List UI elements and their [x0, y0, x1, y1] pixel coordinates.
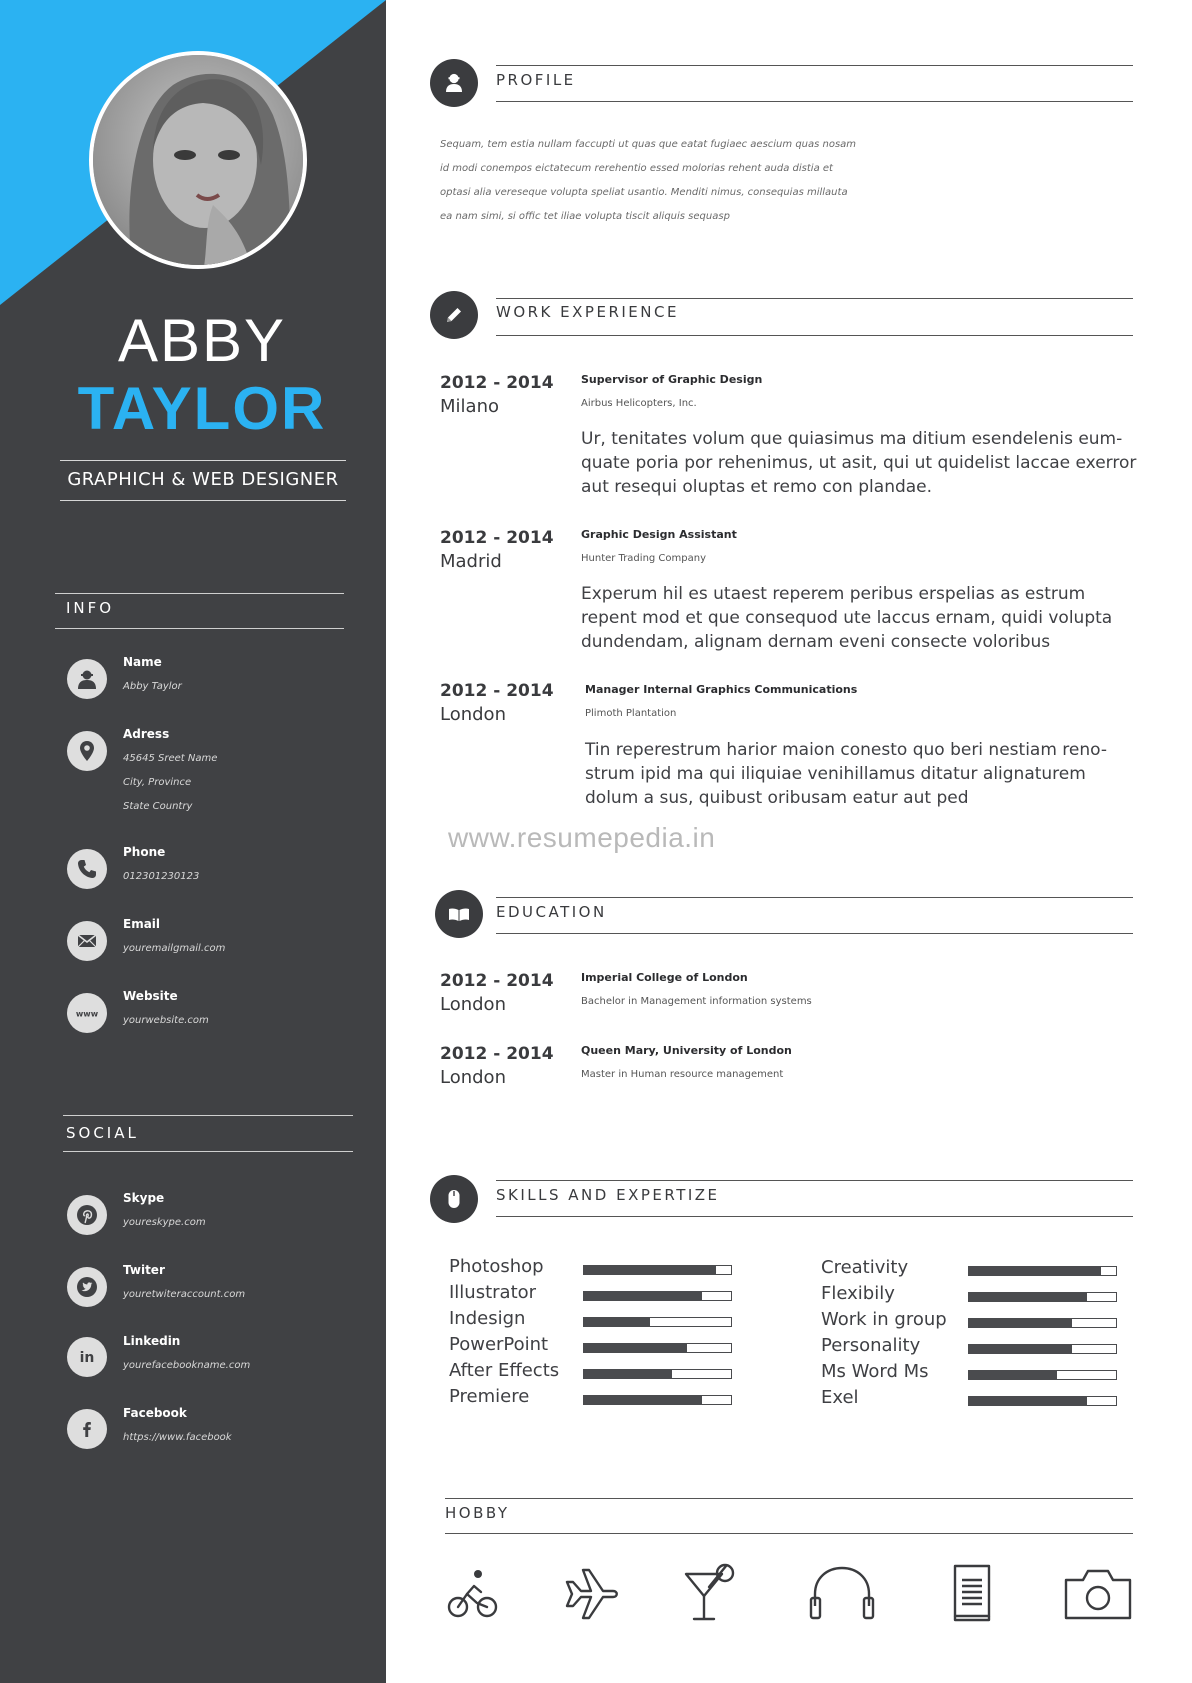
social-divider-top: [63, 1115, 353, 1116]
svg-text:www: www: [75, 1009, 99, 1019]
skill-row: [449, 1282, 732, 1308]
social-value-skype[interactable]: youreskype.com: [123, 1217, 206, 1228]
skill-name: Ms Word Ms: [821, 1361, 929, 1382]
skill-name: Personality: [821, 1335, 921, 1356]
job-description-line: repent mod et que consequod ute laccus ernam, quidi volupta: [581, 608, 1113, 628]
job-city: Madrid: [440, 551, 502, 572]
job-description-line: aut resequi oluptas et remo con plandae.: [581, 477, 933, 497]
job-description: [585, 738, 1145, 810]
job-years: 2012 - 2014: [440, 528, 554, 548]
info-value-website: yourwebsite.com: [123, 1015, 209, 1026]
job-city: London: [440, 704, 506, 725]
info-value-phone: 012301230123: [123, 871, 200, 882]
education-degree: Master in Human resource management: [581, 1069, 784, 1080]
skill-level-fill: [584, 1318, 650, 1326]
pinterest-icon[interactable]: [67, 1195, 107, 1235]
title-divider-bottom: [60, 500, 346, 501]
info-divider-bottom: [55, 628, 344, 629]
job-years: 2012 - 2014: [440, 681, 554, 701]
skill-name: PowerPoint: [449, 1334, 549, 1355]
job-company: Plimoth Plantation: [585, 708, 677, 719]
skill-level-bar: [968, 1344, 1117, 1354]
skill-level-fill: [969, 1345, 1072, 1353]
info-label-website: Website: [123, 989, 178, 1003]
skill-name: Exel: [821, 1387, 859, 1408]
social-value-facebook[interactable]: https://www.facebook: [123, 1432, 232, 1443]
education-years: 2012 - 2014: [440, 971, 554, 991]
job-description-line: Experum hil es utaest reperem peribus erspelias as estrum: [581, 584, 1086, 604]
bicycle-icon: [437, 1558, 507, 1628]
skill-level-fill: [584, 1396, 702, 1404]
user-icon: [67, 659, 107, 699]
info-value-address-1: 45645 Sreet Name: [123, 753, 218, 764]
title-divider-top: [60, 460, 346, 461]
social-heading: SOCIAL: [66, 1124, 139, 1142]
profile-user-icon: [430, 59, 478, 107]
info-heading: INFO: [66, 599, 115, 617]
info-value-address-2: City, Province: [123, 777, 192, 788]
skill-row: [821, 1361, 1117, 1387]
skill-level-bar: [968, 1396, 1117, 1406]
job-description: [581, 582, 1141, 654]
profile-line: Sequam, tem estia nullam faccupti ut quas que eatat fugiaec aescium quas nosam: [440, 139, 857, 150]
skill-row: [449, 1308, 732, 1334]
info-divider-top: [55, 593, 344, 594]
info-label-phone: Phone: [123, 845, 166, 859]
skill-row: [821, 1309, 1117, 1335]
job-description-line: Tin reperestrum harior maion conesto quo beri nestiam reno-: [585, 740, 1107, 760]
email-icon: [67, 921, 107, 961]
education-heading: EDUCATION: [496, 903, 607, 921]
skill-level-fill: [969, 1293, 1087, 1301]
skill-level-fill: [969, 1371, 1057, 1379]
education-years: 2012 - 2014: [440, 1044, 554, 1064]
cocktail-icon: [674, 1558, 744, 1628]
skill-level-fill: [969, 1319, 1072, 1327]
social-label-facebook: Facebook: [123, 1406, 187, 1420]
skill-row: [449, 1360, 732, 1386]
job-description-line: Ur, tenitates volum que quiasimus ma ditium esendelenis eum-: [581, 429, 1123, 449]
skill-name: Indesign: [449, 1308, 526, 1329]
info-label-address: Adress: [123, 727, 170, 741]
facebook-icon[interactable]: [67, 1409, 107, 1449]
skill-level-bar: [583, 1291, 732, 1301]
hobby-heading: HOBBY: [445, 1504, 510, 1522]
skill-row: [449, 1334, 732, 1360]
skill-level-bar: [968, 1292, 1117, 1302]
job-description-line: dundendam, alignam dernam eveni consecte voloribus: [581, 632, 1051, 652]
job-city: Milano: [440, 396, 499, 417]
airplane-icon: [555, 1558, 625, 1628]
linkedin-icon[interactable]: [67, 1337, 107, 1377]
skill-level-bar: [583, 1395, 732, 1405]
skill-level-bar: [968, 1370, 1117, 1380]
education-divider-top: [496, 897, 1133, 898]
work-divider-top: [496, 298, 1133, 299]
profile-line: id modi conempos eictatecum rerehentio essed molorias rehent auda distia et: [440, 163, 833, 174]
location-pin-icon: [67, 731, 107, 771]
profile-heading: PROFILE: [496, 71, 576, 89]
open-book-icon: [435, 890, 483, 938]
sidebar: [0, 0, 386, 1683]
profile-line: ea nam simi, si offic tet iliae volupta tiscit aliquis sequasp: [440, 211, 730, 222]
job-role: Graphic Design Assistant: [581, 528, 737, 541]
www-icon: [67, 993, 107, 1033]
profile-divider-top: [496, 65, 1133, 66]
hobby-divider-top: [445, 1498, 1133, 1499]
mouse-icon: [430, 1175, 478, 1223]
job-description-line: quate poria por rehenimus, ut asit, qui ut quidelist laccae exerror: [581, 453, 1137, 473]
skill-row: [449, 1386, 732, 1412]
social-value-twitter[interactable]: youretwiteraccount.com: [123, 1289, 246, 1300]
info-label-name: Name: [123, 655, 162, 669]
job-company: Hunter Trading Company: [581, 553, 706, 564]
info-label-email: Email: [123, 917, 161, 931]
last-name: TAYLOR: [77, 375, 327, 442]
job-role: Supervisor of Graphic Design: [581, 373, 763, 386]
book-icon: [937, 1558, 1007, 1628]
social-divider-bottom: [63, 1151, 353, 1152]
work-heading: WORK EXPERIENCE: [496, 303, 679, 321]
pencil-icon: [430, 291, 478, 339]
skills-heading: SKILLS AND EXPERTIZE: [496, 1186, 720, 1204]
education-city: London: [440, 1067, 506, 1088]
skill-level-bar: [968, 1318, 1117, 1328]
skill-level-fill: [969, 1267, 1101, 1275]
education-degree: Bachelor in Management information systems: [581, 996, 812, 1007]
education-divider-bottom: [496, 933, 1133, 934]
job-title: GRAPHICH & WEB DESIGNER: [67, 469, 339, 490]
job-description-line: dolum a sus, quibust oribusam eatur aut ped: [585, 788, 969, 808]
first-name: ABBY: [117, 307, 287, 374]
hobby-divider-bottom: [445, 1533, 1133, 1534]
job-role: Manager Internal Graphics Communications: [585, 683, 858, 696]
skill-level-bar: [968, 1266, 1117, 1276]
job-years: 2012 - 2014: [440, 373, 554, 393]
skills-divider-top: [496, 1180, 1133, 1181]
skills-divider-bottom: [496, 1216, 1133, 1217]
social-label-linkedin: Linkedin: [123, 1334, 181, 1348]
profile-text: [440, 133, 870, 229]
skill-name: Creativity: [821, 1257, 909, 1278]
education-school: Queen Mary, University of London: [581, 1044, 792, 1057]
skill-level-bar: [583, 1265, 732, 1275]
phone-icon: [67, 849, 107, 889]
svg-text:in: in: [79, 1350, 95, 1366]
skill-level-bar: [583, 1317, 732, 1327]
info-value-email: youremailgmail.com: [123, 943, 226, 954]
skill-level-fill: [584, 1370, 672, 1378]
skill-row: [821, 1387, 1117, 1413]
skill-name: Illustrator: [449, 1282, 537, 1303]
skill-level-fill: [584, 1344, 687, 1352]
profile-line: optasi alia vereseque volupta speliat usantio. Menditi nimus, consequias millauta: [440, 187, 848, 198]
skill-row: [821, 1257, 1117, 1283]
profile-photo: [89, 51, 307, 269]
skill-level-bar: [583, 1369, 732, 1379]
camera-icon: [1063, 1558, 1133, 1628]
social-label-skype: Skype: [123, 1191, 165, 1205]
skill-name: After Effects: [449, 1360, 560, 1381]
info-value-name: Abby Taylor: [123, 681, 182, 692]
education-school: Imperial College of London: [581, 971, 748, 984]
skill-name: Flexibily: [821, 1283, 895, 1304]
skill-row: [449, 1256, 732, 1282]
job-company: Airbus Helicopters, Inc.: [581, 398, 697, 409]
headphones-icon: [807, 1558, 877, 1628]
twitter-icon[interactable]: [67, 1267, 107, 1307]
education-city: London: [440, 994, 506, 1015]
skill-name: Photoshop: [449, 1256, 544, 1277]
skill-level-fill: [969, 1397, 1087, 1405]
skill-name: Work in group: [821, 1309, 947, 1330]
skill-row: [821, 1283, 1117, 1309]
job-description-line: strum ipid ma qui iliquiae venihillamus ditatur alignaturem: [585, 764, 1086, 784]
watermark: www.resumepedia.in: [448, 822, 716, 853]
skill-level-fill: [584, 1266, 716, 1274]
job-description: [581, 427, 1141, 499]
social-label-twitter: Twiter: [123, 1263, 165, 1277]
skill-name: Premiere: [449, 1386, 530, 1407]
skill-level-fill: [584, 1292, 702, 1300]
work-divider-bottom: [496, 335, 1133, 336]
profile-divider-bottom: [496, 101, 1133, 102]
social-value-linkedin[interactable]: yourefacebookname.com: [123, 1360, 251, 1371]
skill-row: [821, 1335, 1117, 1361]
skill-level-bar: [583, 1343, 732, 1353]
info-value-address-3: State Country: [123, 801, 193, 812]
